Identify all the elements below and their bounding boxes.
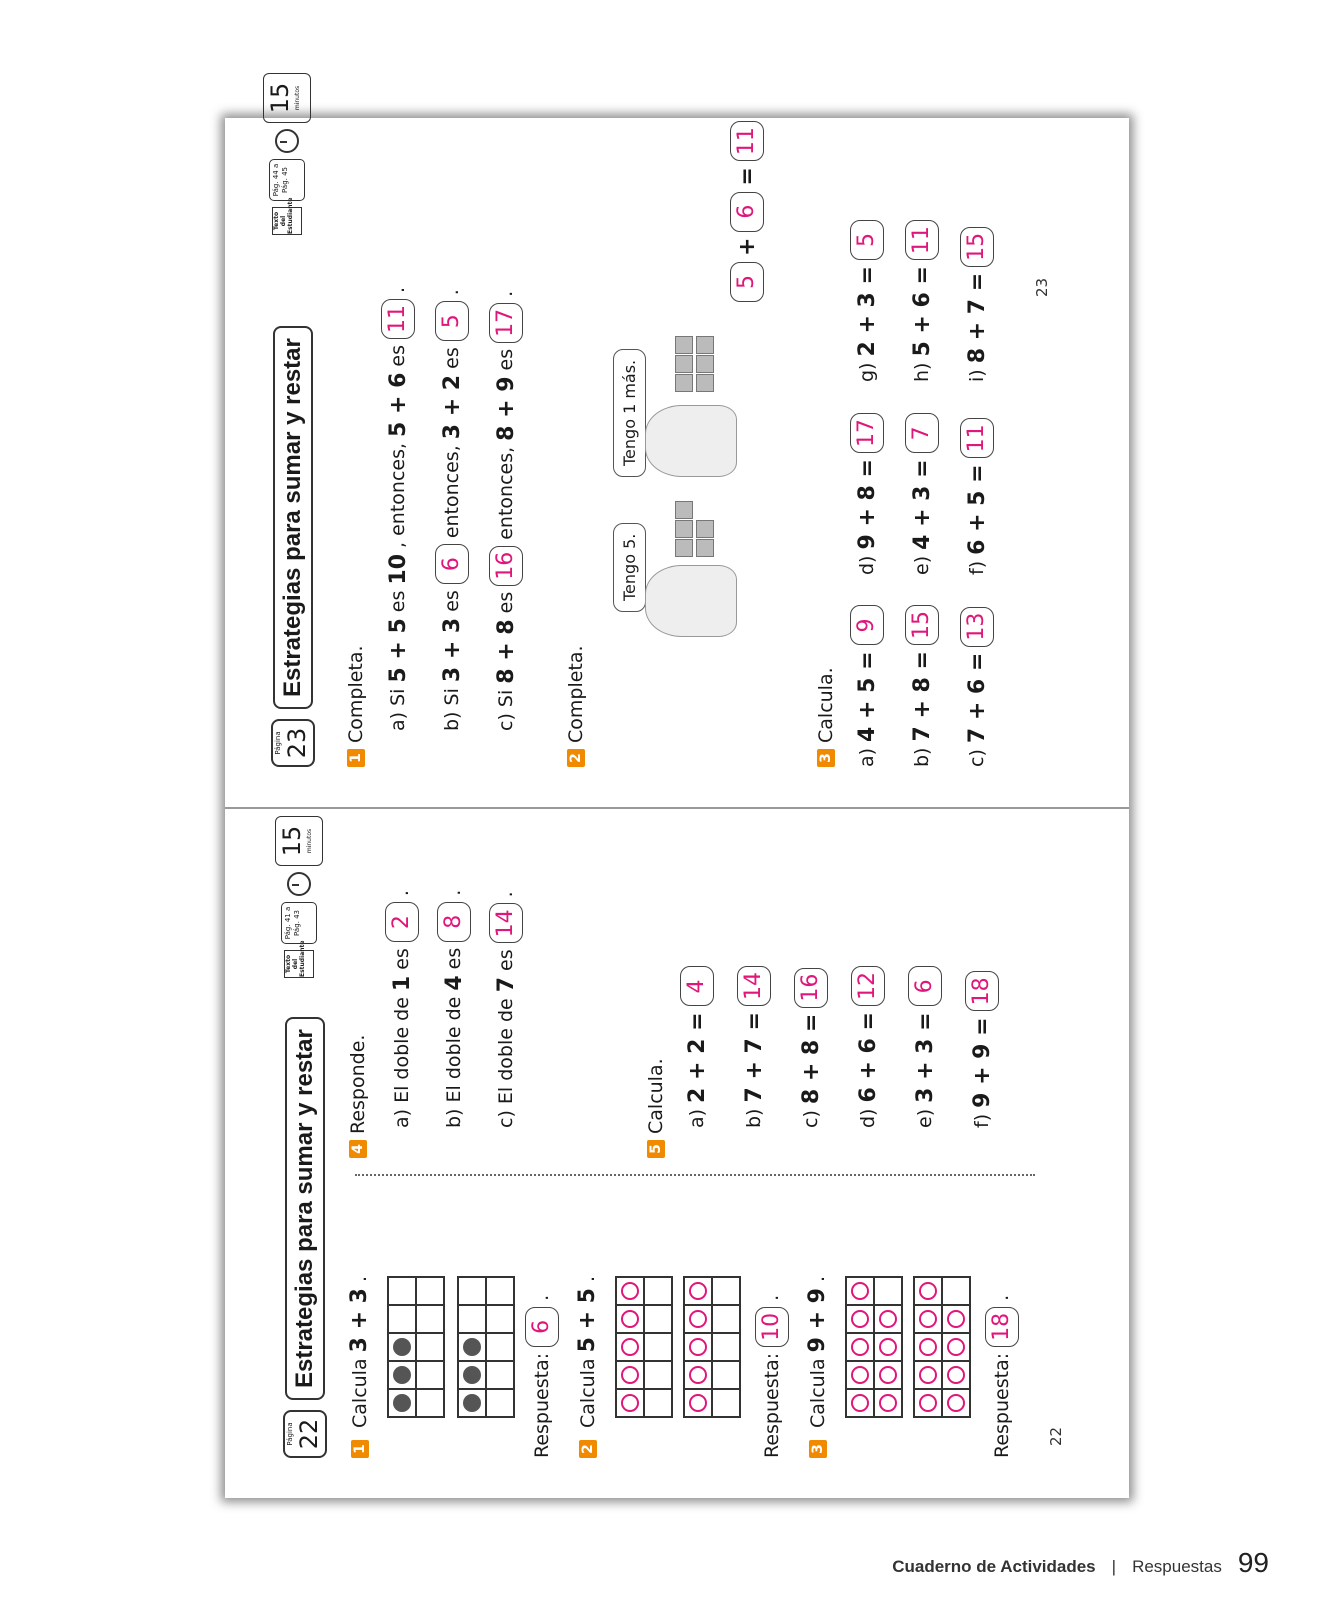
answer-box: 18 (985, 1307, 1019, 1347)
ex5-item-e: e) 3 + 3 = 6 (908, 966, 942, 1128)
exercise-badge: 4 (349, 1140, 367, 1158)
page-corner-number: 23 (1033, 277, 1051, 297)
answer-box: 11 (730, 121, 764, 161)
exercise-2-instruction: 2 Completa. (565, 645, 587, 767)
answer-box: 15 (905, 605, 939, 645)
ex2-answer: Respuesta: 10 . (755, 1295, 789, 1458)
ex1-item-a: a) Si 5 + 5 es 10 , entonces, 5 + 6 es 11 . (381, 287, 415, 731)
answer-box: 5 (435, 301, 469, 341)
exercise-badge: 5 (647, 1140, 665, 1158)
exercise-2-instruction: 2 Calcula 5 + 5 . (575, 1276, 600, 1458)
exercise-badge: 3 (817, 749, 835, 767)
footer-separator: | (1111, 1557, 1117, 1576)
exercise-3-instruction: 3 Calcula. (815, 667, 837, 767)
answer-box: 17 (850, 413, 884, 453)
time-box: 15 minutos (263, 73, 311, 123)
ex1-item-c: c) Si 8 + 8 es 16 entonces, 8 + 9 es 17 . (489, 291, 523, 731)
speech-bubble-boy: Tengo 5. (613, 523, 646, 612)
ten-frame-3b (913, 1276, 971, 1418)
calc-b: b) 7 + 8 = 15 (905, 605, 939, 767)
book-icon: Texto del Estudiante (284, 950, 314, 978)
ex5-item-a: a) 2 + 2 = 4 (680, 966, 714, 1128)
ex5-item-f: f) 9 + 9 = 18 (965, 971, 999, 1128)
exercise-1-instruction: 1 Calcula 3 + 3 . (347, 1276, 372, 1458)
answer-box: 17 (489, 303, 523, 343)
answer-box: 11 (381, 299, 415, 339)
ten-frame-1a (387, 1276, 445, 1418)
answer-box: 6 (435, 544, 469, 584)
answer-box: 5 (730, 262, 764, 302)
girl-illustration (645, 405, 737, 477)
ex4-item-b: b) El doble de 4 es 8 . (437, 890, 471, 1128)
workbook-spread (225, 82, 1129, 1498)
ten-frame-2a (615, 1276, 673, 1418)
answer-box: 7 (905, 413, 939, 453)
cards-group-2 (675, 338, 714, 392)
ex4-item-a: a) El doble de 1 es 2 . (385, 890, 419, 1128)
answer-box: 14 (737, 966, 771, 1006)
answer-box: 11 (905, 220, 939, 260)
ex5-item-b: b) 7 + 7 = 14 (737, 966, 771, 1128)
ex1-answer: Respuesta: 6 . (525, 1295, 559, 1458)
reference-pages: Pág. 41 a Pág. 43 (281, 902, 317, 944)
calc-g: g) 2 + 3 = 5 (850, 220, 884, 382)
time-box: 15 minutos (275, 816, 323, 866)
calc-a: a) 4 + 5 = 9 (850, 605, 884, 767)
answer-box: 14 (489, 903, 523, 943)
page-corner-number: 22 (1047, 1426, 1065, 1446)
answer-box: 12 (851, 966, 885, 1006)
page-title: Estrategias para sumar y restar (273, 326, 313, 709)
reference-group (263, 73, 311, 235)
answer-box: 15 (960, 227, 994, 267)
cards-group-1 (675, 503, 714, 557)
book-icon: Texto del Estudiante (272, 207, 302, 235)
exercise-badge: 2 (579, 1440, 597, 1458)
dotted-divider (355, 1174, 1035, 1176)
exercise-badge: 1 (351, 1440, 369, 1458)
speech-bubble-girl: Tengo 1 más. (613, 349, 646, 477)
ex1-item-b: b) Si 3 + 3 es 6 entonces, 3 + 2 es 5 . (435, 289, 469, 731)
ten-frame-3a (845, 1276, 903, 1418)
calc-e: e) 4 + 3 = 7 (905, 413, 939, 575)
exercise-badge: 2 (567, 749, 585, 767)
footer (892, 1547, 1269, 1579)
ex3-answer: Respuesta: 18 . (985, 1295, 1019, 1458)
footer-page-number: 99 (1237, 1547, 1269, 1578)
ex5-item-d: d) 6 + 6 = 12 (851, 966, 885, 1128)
answer-box: 4 (680, 966, 714, 1006)
page-number-box: Página 23 (271, 719, 315, 767)
exercise-1-instruction: 1 Completa. (345, 645, 367, 767)
exercise-3-instruction: 3 Calcula 9 + 9 . (805, 1276, 830, 1458)
page-22-header (275, 1017, 335, 1458)
exercise-badge: 1 (347, 749, 365, 767)
reference-pages: Pág. 44 a Pág. 45 (269, 159, 305, 201)
boy-illustration (645, 565, 737, 637)
answer-box: 16 (489, 546, 523, 586)
ten-frame-1b (457, 1276, 515, 1418)
ex4-item-c: c) El doble de 7 es 14 . (489, 891, 523, 1128)
calc-i: i) 8 + 7 = 15 (960, 227, 994, 382)
calc-c: c) 7 + 6 = 13 (960, 607, 994, 767)
ex2-equation: 5 + 6 = 11 (730, 121, 764, 302)
exercise-4-instruction: 4 Responde. (347, 1035, 369, 1158)
page-title: Estrategias para sumar y restar (285, 1017, 325, 1400)
calc-h: h) 5 + 6 = 11 (905, 220, 939, 382)
page-22 (225, 809, 1129, 1498)
page-23 (225, 82, 1129, 807)
answer-box: 6 (730, 192, 764, 232)
page-number-box: Página 22 (283, 1410, 327, 1458)
answer-box: 10 (755, 1307, 789, 1347)
answer-box: 9 (850, 605, 884, 645)
calc-f: f) 6 + 5 = 11 (960, 418, 994, 575)
ten-frame-2b (683, 1276, 741, 1418)
exercise-5-instruction: 5 Calcula. (645, 1058, 667, 1158)
answer-box: 6 (525, 1307, 559, 1347)
answer-box: 2 (385, 902, 419, 942)
answer-box: 6 (908, 966, 942, 1006)
answer-box: 18 (965, 971, 999, 1011)
ex5-item-c: c) 8 + 8 = 16 (794, 968, 828, 1128)
alarm-clock-icon (287, 872, 311, 896)
footer-book-title: Cuaderno de Actividades (892, 1557, 1096, 1576)
answer-box: 13 (960, 607, 994, 647)
answer-box: 5 (850, 220, 884, 260)
page-23-header (263, 326, 323, 767)
alarm-clock-icon (275, 129, 299, 153)
reference-group (275, 816, 323, 978)
answer-box: 16 (794, 968, 828, 1008)
answer-box: 8 (437, 902, 471, 942)
footer-section: Respuestas (1132, 1557, 1222, 1576)
calc-d: d) 9 + 8 = 17 (850, 413, 884, 575)
answer-box: 11 (960, 418, 994, 458)
exercise-badge: 3 (809, 1440, 827, 1458)
